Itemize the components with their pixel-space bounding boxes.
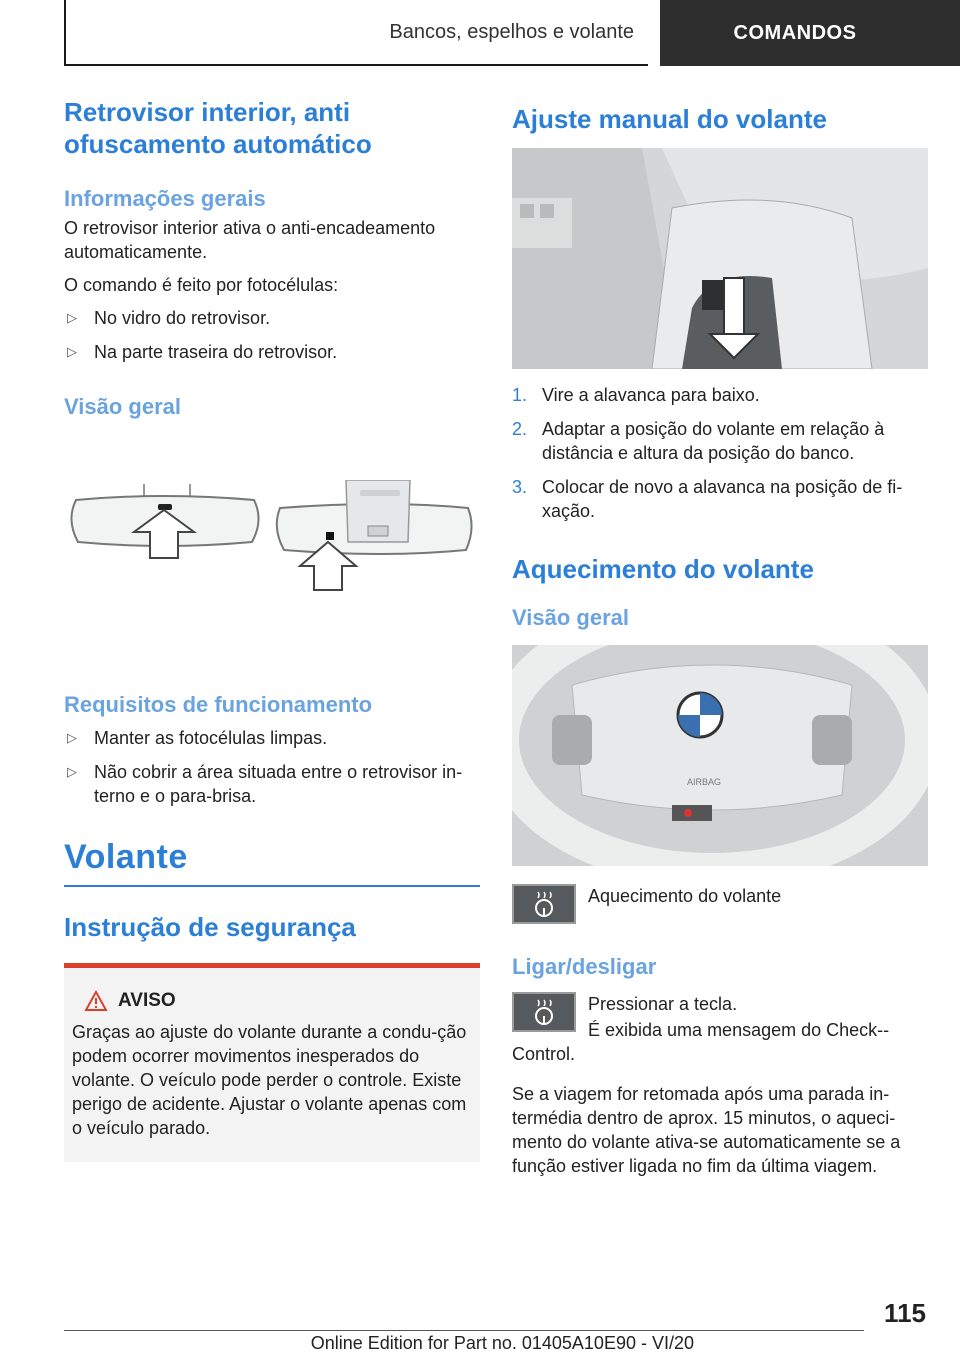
warning-title: AVISO — [118, 990, 176, 1011]
edition-text: Online Edition for Part no. 01405A10E90 - VI/20 — [310, 1333, 694, 1353]
warning-triangle-icon — [84, 990, 108, 1012]
header-rule — [64, 64, 648, 66]
list-item: 1. Vire a alavanca para baixo. — [512, 385, 760, 405]
manual-adjust-heading: Ajuste manual do volante — [512, 104, 827, 134]
adjust-steps — [512, 383, 928, 523]
warning-text: Graças ao ajuste do volante durante a condu-ção podem ocorrer movimentos inesperados do volante. O veículo pode perder o controle. Existe perigo de acidente. Ajustar o volante apenas com o veículo parado. — [72, 1022, 467, 1138]
requirements-list — [64, 726, 480, 808]
triangle-right-icon: ▷ — [67, 310, 77, 325]
info-heading: Informações gerais — [64, 186, 266, 211]
mirror-title: Retrovisor interior, anti ofuscamento automático — [64, 97, 372, 159]
steering-wheel-heating-icon[interactable] — [512, 884, 576, 924]
list-item: 2. Adaptar a posição do volante em relação à distância e altura da posição do banco. — [512, 419, 885, 463]
rearview-mirror-illustration — [64, 480, 480, 620]
info-paragraph-1: O retrovisor interior ativa o anti-encadeamento automaticamente. — [64, 218, 436, 262]
steering-wheel-heading: Volante — [64, 838, 188, 876]
steering-lever-photo — [512, 148, 928, 369]
footer-rule — [64, 1330, 864, 1331]
steering-wheel-photo — [512, 645, 928, 866]
onoff-heading: Ligar/desligar — [512, 954, 657, 979]
steering-wheel-illustration — [512, 645, 928, 866]
page-number: 115 — [884, 1298, 926, 1328]
warning-header — [84, 990, 470, 1012]
steering-wheel-heating-icon[interactable] — [512, 992, 576, 1032]
triangle-right-icon: ▷ — [67, 764, 77, 779]
mirror-illustration — [64, 480, 480, 620]
list-item: 3. Colocar de novo a alavanca na posição de fi-xação. — [512, 477, 903, 521]
left-column — [64, 96, 480, 1162]
requirements-heading: Requisitos de funcionamento — [64, 692, 373, 717]
warning-box — [64, 963, 480, 1162]
press-text: Pressionar a tecla. — [588, 994, 738, 1014]
overview-heading: Visão geral — [64, 394, 181, 419]
list-item: ▷ Não cobrir a área situada entre o retrovisor in-terno e o para-brisa. — [67, 762, 463, 806]
heating-caption: Aquecimento do volante — [588, 886, 782, 906]
list-item: ▷ No vidro do retrovisor. — [67, 308, 271, 328]
check-control-text: É exibida uma mensagem do Check--Control. — [512, 1020, 890, 1064]
header-section-title: Bancos, espelhos e volante — [389, 20, 634, 43]
resume-paragraph: Se a viagem for retomada após uma parada in-termédia dentro de aprox. 15 minutos, o aqueci-mento do volante ativa-se automaticamente se a função estiver ligada no fim da última viagem. — [512, 1084, 901, 1176]
right-column — [512, 96, 928, 1178]
list-item: ▷ Na parte traseira do retrovisor. — [67, 342, 338, 362]
section-rule — [64, 885, 480, 887]
info-paragraph-2: O comando é feito por fotocélulas: — [64, 275, 339, 295]
heating-button-row — [512, 884, 928, 924]
svg-text:AIRBAG: AIRBAG — [687, 777, 722, 787]
triangle-right-icon: ▷ — [67, 344, 77, 359]
heating-heading: Aquecimento do volante — [512, 554, 814, 584]
steering-column-illustration — [512, 148, 928, 369]
heating-overview-heading: Visão geral — [512, 605, 629, 630]
safety-heading: Instrução de segurança — [64, 912, 356, 942]
list-item: ▷ Manter as fotocélulas limpas. — [67, 728, 328, 748]
info-bullet-list — [64, 306, 480, 364]
triangle-right-icon: ▷ — [67, 730, 77, 745]
header-chapter-tab[interactable]: COMANDOS — [660, 0, 960, 66]
